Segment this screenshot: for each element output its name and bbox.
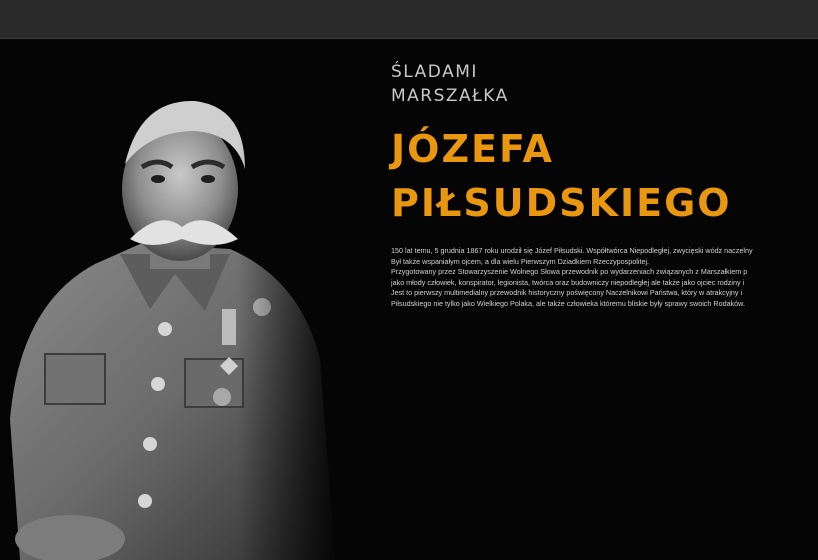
portrait-photo — [0, 39, 340, 560]
description-line: jako młody człowiek, konspirator, legionista, twórca oraz budowniczy niepodległej ale także jako ojciec rodziny i — [391, 277, 745, 287]
hero-section — [0, 39, 818, 560]
description — [391, 246, 818, 310]
description-line: Jest to pierwszy multimedialny przewodnik historyczny poświęcony Naczelnikowi Państwa, który w atrakcyjny i — [391, 288, 743, 298]
subtitle-line-1: ŚLADAMI — [391, 62, 478, 82]
description-line: Piłsudskiego nie tylko jako Wielkiego Polaka, ale także człowieka któremu bliskie były sprawy swoich Rodaków. — [391, 298, 745, 308]
description-line: Przygotowany przez Stowarzyszenie Wolnego Słowa przewodnik po wydarzeniach związanych z Marszałkiem p — [391, 267, 748, 277]
description-line: Był także wspaniałym ojcem, a dla wielu Pierwszym Dziadkiem Rzeczypospolitej. — [391, 256, 650, 266]
description-line: 150 lat temu, 5 grudnia 1867 roku urodził się Józef Piłsudski. Współtwórca Niepodległej, zwycięski wódz naczelny — [391, 246, 753, 255]
subtitle-line-2: MARSZAŁKA — [391, 86, 509, 106]
title-line-2: PIŁSUDSKIEGO — [391, 181, 732, 225]
title-line-1: JÓZEFA — [391, 127, 554, 171]
top-bar — [0, 0, 818, 39]
